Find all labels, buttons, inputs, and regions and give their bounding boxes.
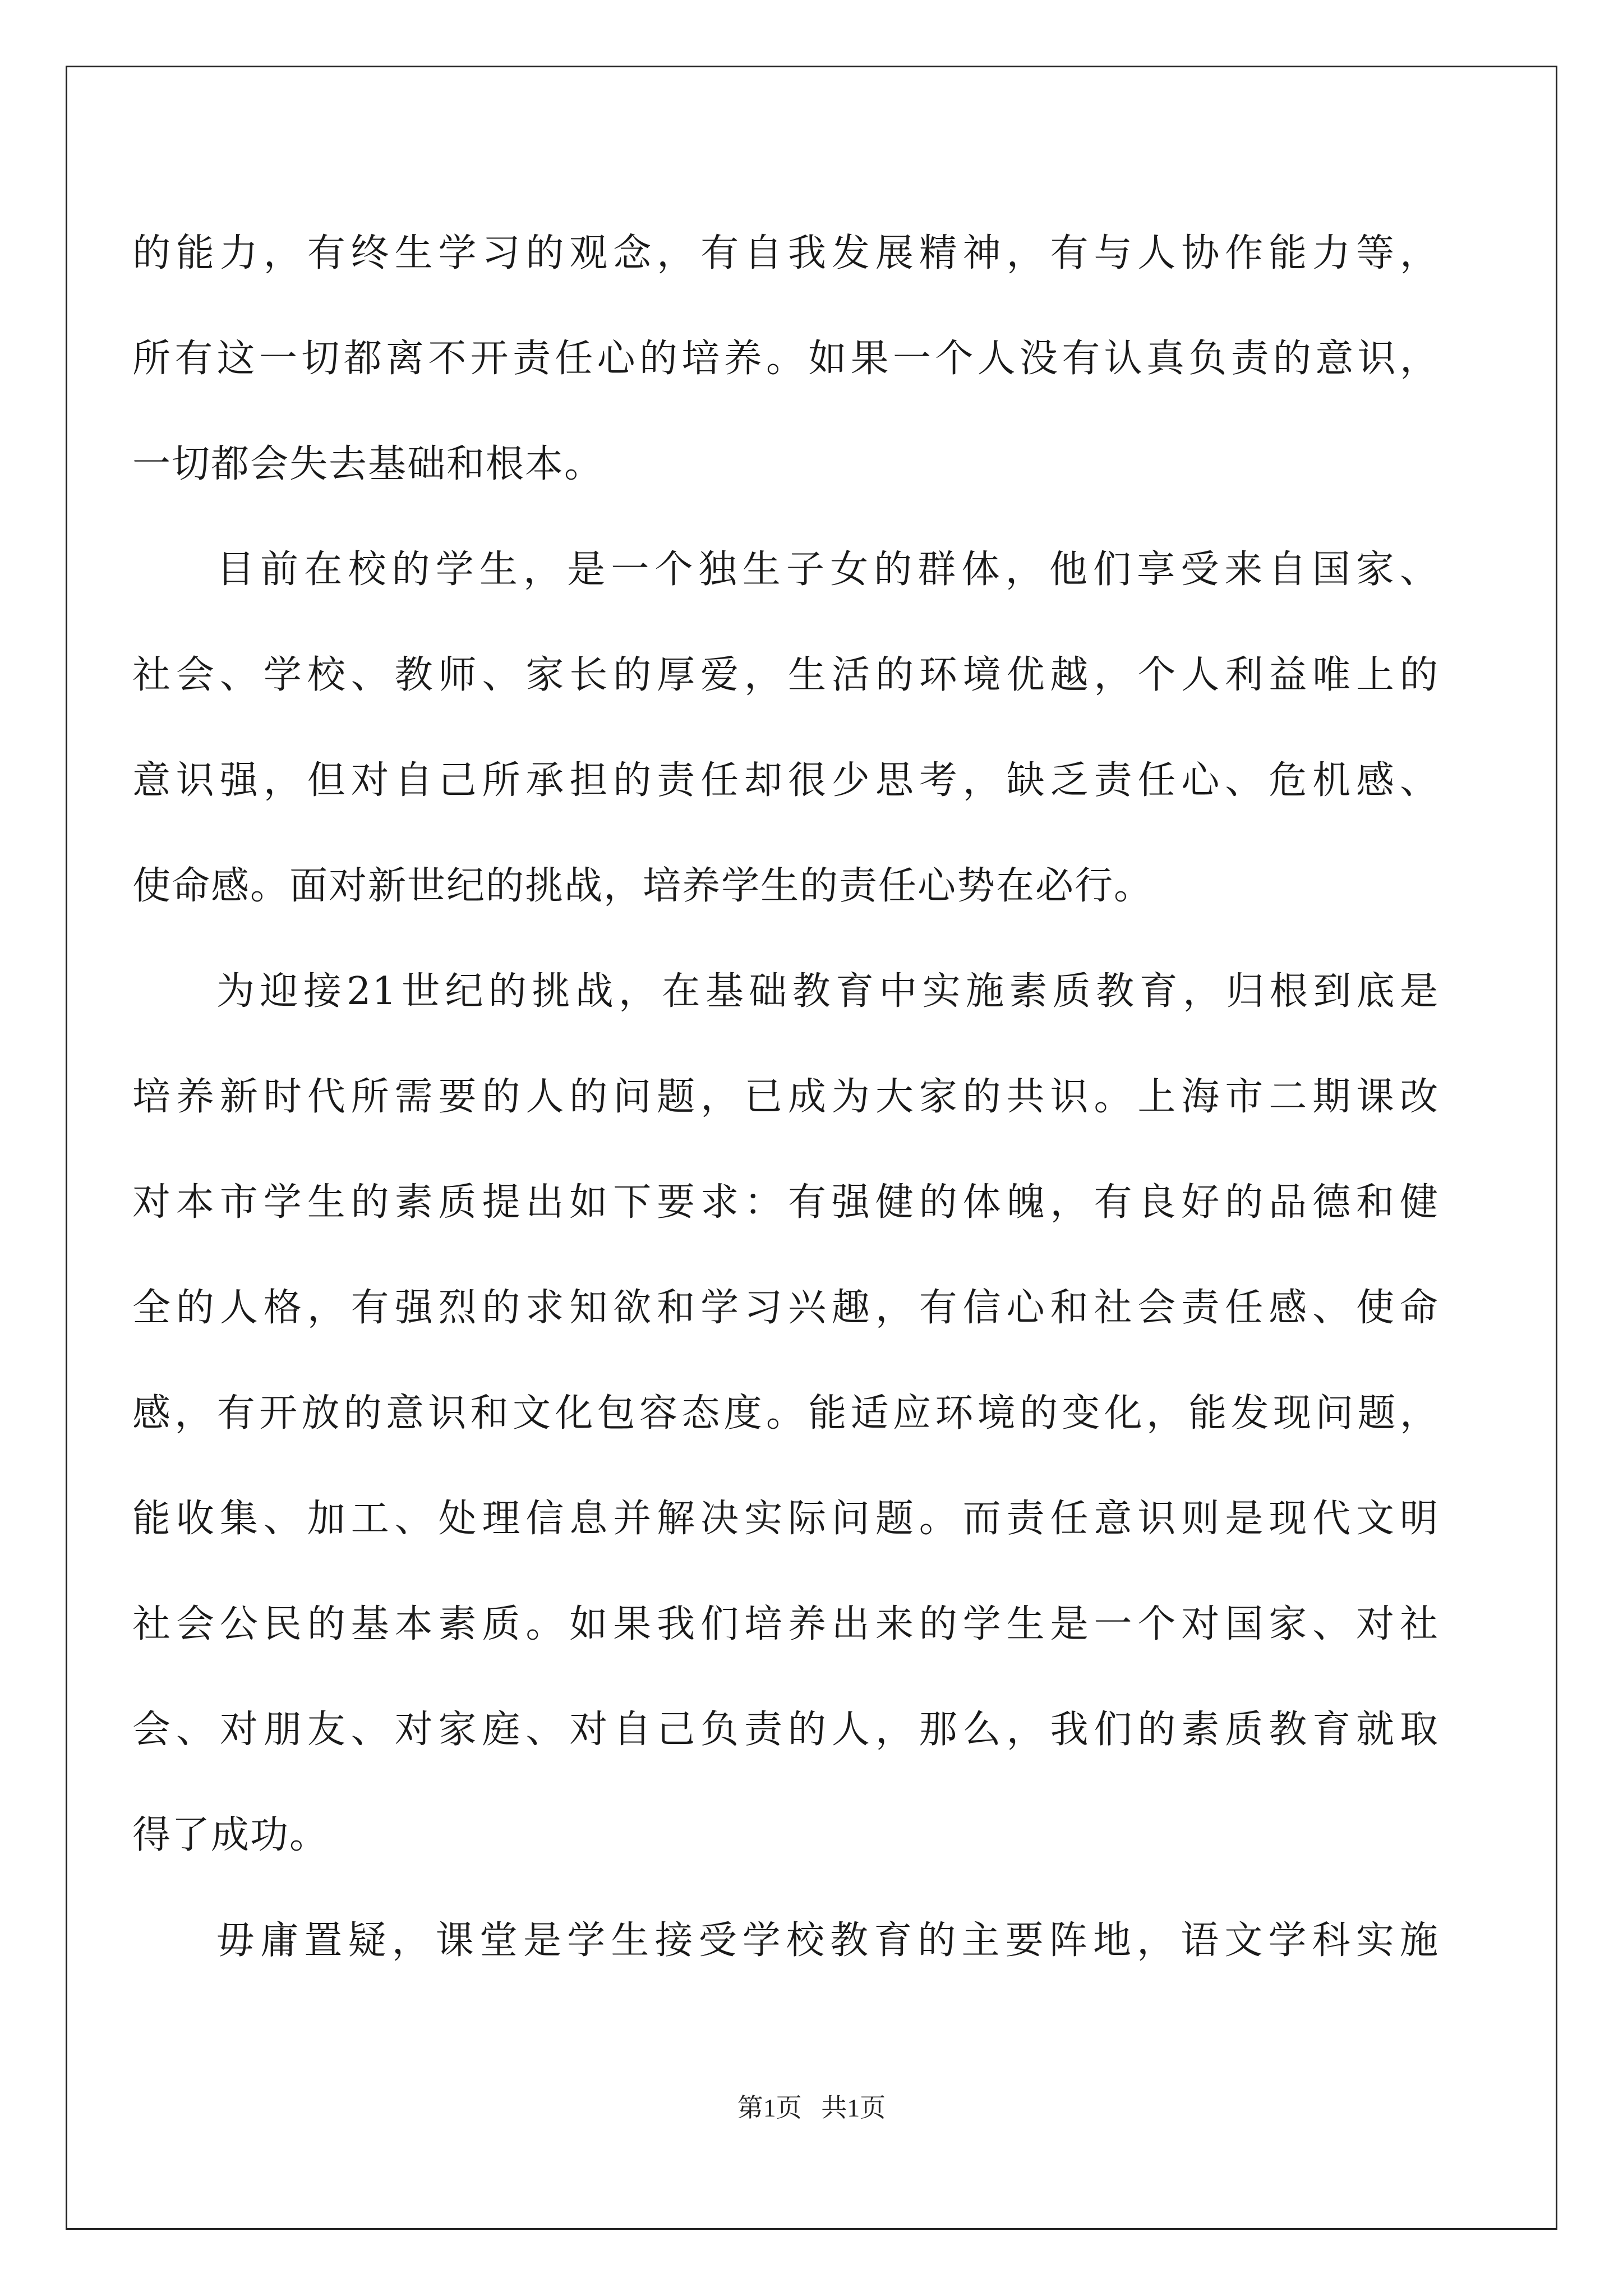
text-line: 使命感。面对新世纪的挑战，培养学生的责任心势在必行。	[132, 864, 1154, 908]
text-line: 感，有开放的意识和文化包容态度。能适应环境的变化，能发现问题，	[132, 1391, 1439, 1435]
text-line: 社会公民的基本素质。如果我们培养出来的学生是一个对国家、对社	[132, 1602, 1439, 1646]
text-line: 会、对朋友、对家庭、对自己负责的人，那么，我们的素质教育就取	[132, 1708, 1439, 1752]
text-line: 全的人格，有强烈的求知欲和学习兴趣，有信心和社会责任感、使命	[132, 1286, 1439, 1330]
page-footer	[0, 2091, 1623, 2125]
page-number: 第1页	[737, 2093, 802, 2122]
text-line: 能收集、加工、处理信息并解决实际问题。而责任意识则是现代文明	[132, 1497, 1439, 1541]
text-line: 对本市学生的素质提出如下要求：有强健的体魄，有良好的品德和健	[132, 1180, 1439, 1225]
text-line: 一切都会失去基础和根本。	[132, 442, 604, 486]
text-line: 培养新时代所需要的人的问题，已成为大家的共识。上海市二期课改	[132, 1075, 1439, 1119]
text-line: 社会、学校、教师、家长的厚爱，生活的环境优越，个人利益唯上的	[132, 653, 1439, 697]
paragraph-first-line: 目前在校的学生，是一个独生子女的群体，他们享受来自国家、	[216, 547, 1439, 592]
text-line: 得了成功。	[132, 1813, 329, 1857]
text-line: 意识强，但对自己所承担的责任却很少思考，缺乏责任心、危机感、	[132, 758, 1439, 803]
paragraph-first-line: 为迎接21世纪的挑战，在基础教育中实施素质教育，归根到底是	[216, 969, 1439, 1014]
paragraph-first-line: 毋庸置疑，课堂是学生接受学校教育的主要阵地，语文学科实施	[216, 1918, 1439, 1963]
text-line: 的能力，有终生学习的观念，有自我发展精神，有与人协作能力等，	[132, 231, 1439, 275]
text-line: 所有这一切都离不开责任心的培养。如果一个人没有认真负责的意识，	[132, 337, 1439, 381]
page-total: 共1页	[821, 2093, 886, 2122]
